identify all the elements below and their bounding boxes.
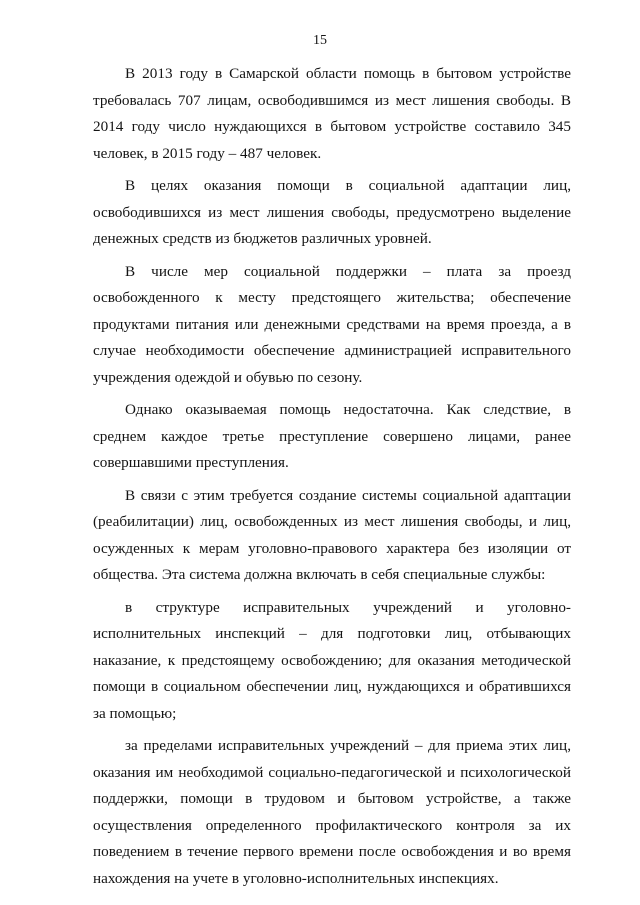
paragraph-support-measures: В числе мер социальной поддержки – плата за проезд освобожденного к месту предстоящего жительства; обеспечение продуктами питания или денежными средствами на время проезда, а в случае необходимости обеспечение администрацией исправительного учреждения одеждой и обувью по сезону. — [93, 262, 571, 386]
page-number: 15 — [313, 33, 327, 48]
paragraph-system-requirement: В связи с этим требуется создание системы социальной адаптации (реабилитации) лиц, освобожденных из мест лишения свободы, и лиц, осужденных к мерам уголовно-правового характера без изоляции от общества. Эта система должна включать в себя специальные службы: — [93, 486, 571, 583]
paragraph-insufficient-help: Однако оказываемая помощь недостаточна. Как следствие, в среднем каждое третье преступление совершено лицами, ранее совершавшими преступления. — [93, 401, 571, 471]
body-text — [93, 61, 571, 898]
paragraph-housing-statistics: В 2013 году в Самарской области помощь в бытовом устройстве требовалась 707 лицам, освободившимся из мест лишения свободы. В 2014 году число нуждающихся в бытовом устройстве составило 345 человек, в 2015 году – 487 человек. — [93, 65, 571, 162]
paragraph-external-services: за пределами исправительных учреждений – для приема этих лиц, оказания им необходимой социально-педагогической и психологической поддержки, помощи в трудовом и бытовом устройстве, а также осуществления определенного профилактического контроля за их поведением в течение первого времени после освобождения и во время нахождения на учете в уголовно-исполнительных инспекциях. — [93, 737, 571, 887]
paragraph-budget-funding: В целях оказания помощи в социальной адаптации лиц, освободившихся из мест лишения свободы, предусмотрено выделение денежных средств из бюджетов различных уровней. — [93, 177, 571, 247]
paragraph-internal-services: в структуре исправительных учреждений и уголовно-исполнительных инспекций – для подготовки лиц, отбывающих наказание, к предстоящему освобождению; для оказания методической помощи в социальном обеспечении лиц, нуждающихся и обратившихся за помощью; — [93, 598, 571, 722]
